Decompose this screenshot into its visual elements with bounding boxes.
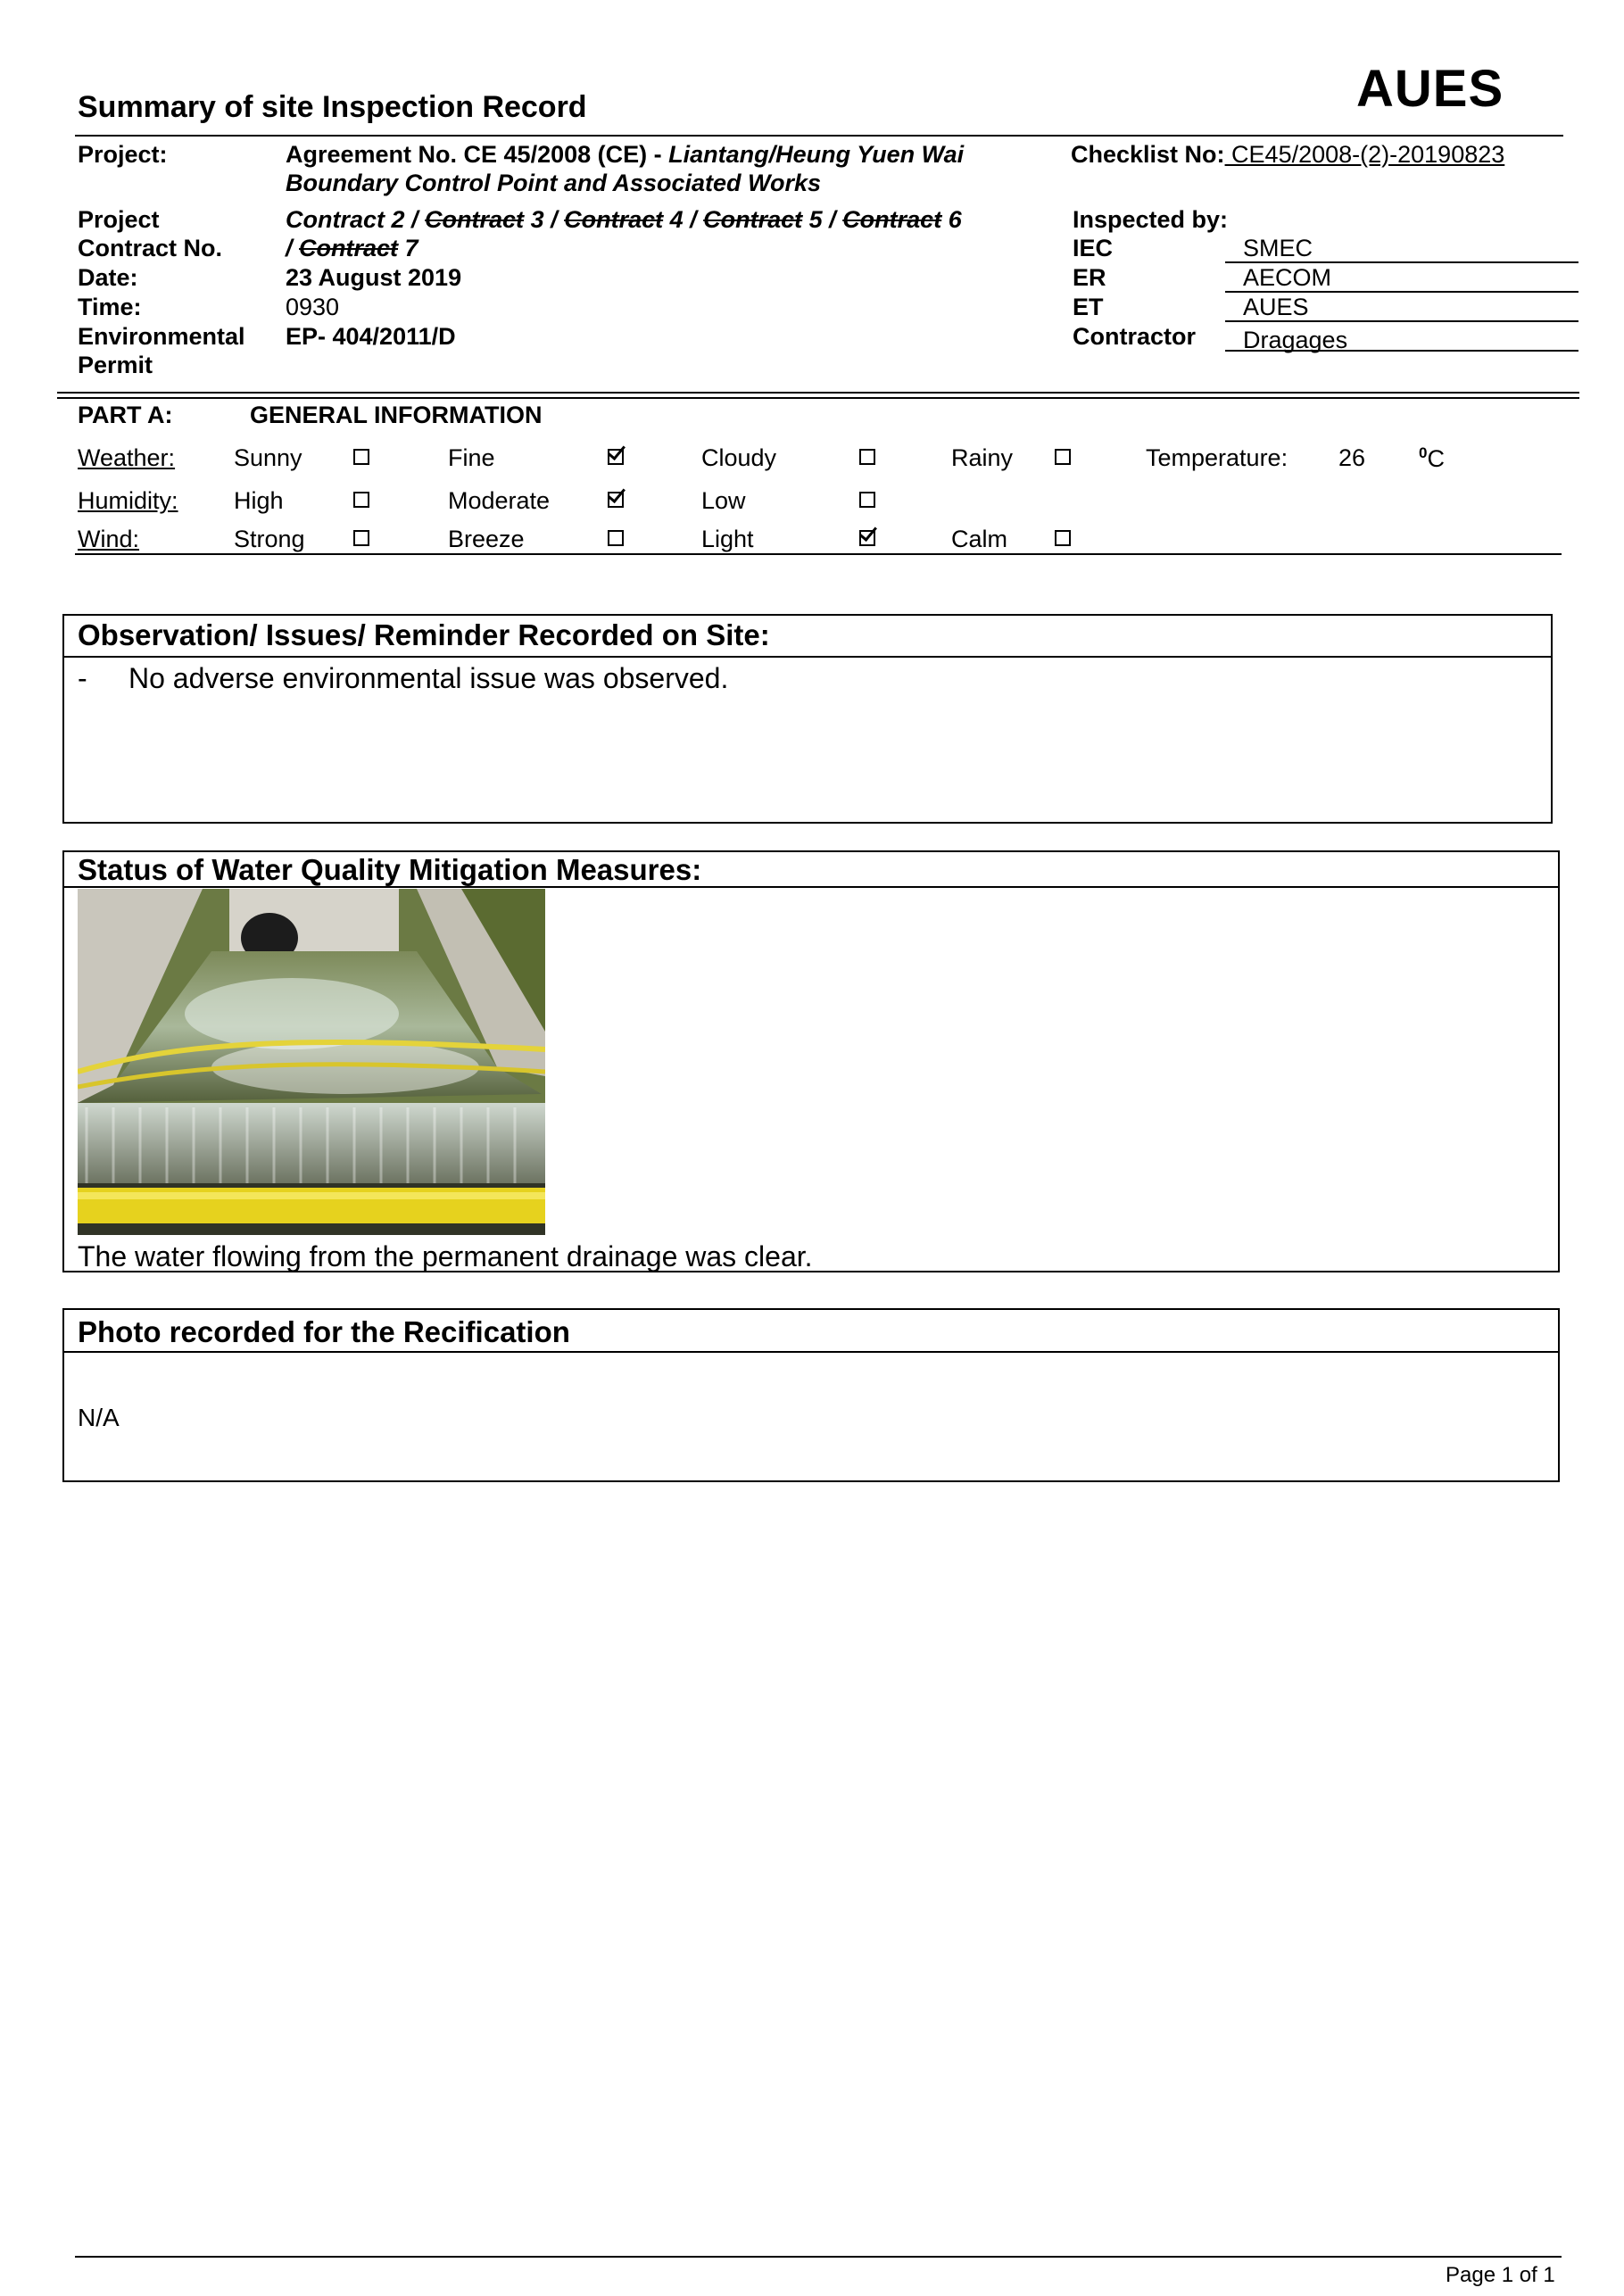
observation-bullet: - xyxy=(78,662,87,694)
inspector-role-et: ET xyxy=(1073,294,1104,320)
humidity-high-checkbox[interactable] xyxy=(353,492,369,508)
rectification-title: Photo recorded for the Recification xyxy=(78,1315,570,1348)
contract-label-1: Project xyxy=(78,206,160,233)
part-a-bottom-rule xyxy=(75,553,1562,555)
wind-label: Wind: xyxy=(78,526,140,552)
weather-rainy-checkbox[interactable] xyxy=(1055,449,1071,465)
agreement-text xyxy=(286,141,964,169)
contract-seg: 6 xyxy=(941,206,962,233)
observation-header-rule xyxy=(62,656,1553,658)
wind-light-checkbox[interactable] xyxy=(859,530,875,546)
contract-seg: 7 xyxy=(398,235,418,261)
observation-text: No adverse environmental issue was observed. xyxy=(128,662,729,694)
checklist-number: CE45/2008-(2)-20190823 xyxy=(1224,141,1505,168)
temperature-unit xyxy=(1419,444,1445,473)
inspected-by-label: Inspected by: xyxy=(1073,206,1229,233)
contract-label-2: Contract No. xyxy=(78,235,222,261)
wind-option-label: Light xyxy=(701,526,754,552)
temperature-value: 26 xyxy=(1338,444,1366,471)
page-number: Page 1 of 1 xyxy=(1446,2263,1555,2287)
agreement-title-1: Liantang/Heung Yuen Wai xyxy=(668,141,965,168)
inspector-name-et: AUES xyxy=(1243,294,1309,320)
drainage-photo-image xyxy=(78,889,545,1235)
footer-rule xyxy=(75,2256,1562,2258)
inspector-role-contractor: Contractor xyxy=(1073,323,1197,350)
water-quality-caption: The water flowing from the permanent drainage was clear. xyxy=(78,1240,813,1272)
wind-option-label: Strong xyxy=(234,526,305,552)
inspector-name-iec: SMEC xyxy=(1243,235,1313,261)
weather-option-label: Cloudy xyxy=(701,444,777,471)
time-label: Time: xyxy=(78,294,142,320)
humidity-option-label: Low xyxy=(701,487,746,514)
observation-title: Observation/ Issues/ Reminder Recorded on Site: xyxy=(78,618,770,651)
inspector-line-er xyxy=(1225,264,1578,293)
water-quality-title: Status of Water Quality Mitigation Measures: xyxy=(78,853,702,886)
date-label: Date: xyxy=(78,264,138,291)
inspector-role-iec: IEC xyxy=(1073,235,1114,261)
contract-seg-struck: Contract xyxy=(842,206,942,233)
weather-cloudy-checkbox[interactable] xyxy=(859,449,875,465)
checklist-field xyxy=(1071,141,1504,169)
header-divider xyxy=(75,135,1563,137)
contract-seg-struck: Contract xyxy=(425,206,525,233)
permit-value: EP- 404/2011/D xyxy=(286,323,456,350)
inspector-name-er: AECOM xyxy=(1243,264,1332,291)
weather-sunny-checkbox[interactable] xyxy=(353,449,369,465)
humidity-label: Humidity: xyxy=(78,487,178,514)
project-label: Project: xyxy=(78,141,168,168)
contract-seg: 4 / xyxy=(663,206,704,233)
humidity-low-checkbox[interactable] xyxy=(859,492,875,508)
aues-logo: AUES xyxy=(1356,60,1504,118)
celsius: C xyxy=(1427,445,1445,472)
section-rule-bottom xyxy=(57,397,1579,399)
wind-strong-checkbox[interactable] xyxy=(353,530,369,546)
permit-label-1: Environmental xyxy=(78,323,245,350)
permit-label-2: Permit xyxy=(78,352,153,378)
rectification-text: N/A xyxy=(78,1404,120,1431)
contract-seg-struck: Contract xyxy=(703,206,803,233)
inspector-line-contractor xyxy=(1225,323,1578,352)
agreement-title-2: Boundary Control Point and Associated Works xyxy=(286,170,822,196)
degree-sup: 0 xyxy=(1419,444,1428,461)
wind-option-label: Calm xyxy=(951,526,1008,552)
weather-option-label: Rainy xyxy=(951,444,1014,471)
wind-option-label: Breeze xyxy=(448,526,525,552)
contract-seg-struck: Contract xyxy=(299,235,399,261)
page-title: Summary of site Inspection Record xyxy=(78,90,587,124)
rectification-header-rule xyxy=(62,1351,1560,1353)
drainage-photo xyxy=(78,889,545,1235)
contract-seg: Contract xyxy=(286,206,385,233)
inspector-name-contractor: Dragages xyxy=(1243,327,1348,353)
contract-line-1 xyxy=(286,206,962,234)
humidity-option-label: High xyxy=(234,487,284,514)
weather-option-label: Sunny xyxy=(234,444,302,471)
temperature-label: Temperature: xyxy=(1146,444,1288,471)
contract-seg: 3 / xyxy=(524,206,565,233)
contract-seg: 2 / xyxy=(385,206,426,233)
inspector-line-iec xyxy=(1225,235,1578,263)
weather-label: Weather: xyxy=(78,444,176,471)
part-a-label: PART A: xyxy=(78,402,173,428)
contract-seg: / xyxy=(286,235,300,261)
contract-seg-struck: Contract xyxy=(564,206,664,233)
humidity-option-label: Moderate xyxy=(448,487,551,514)
date-value: 23 August 2019 xyxy=(286,264,462,291)
time-value: 0930 xyxy=(286,294,340,320)
weather-option-label: Fine xyxy=(448,444,495,471)
inspector-line-et xyxy=(1225,294,1578,322)
wind-calm-checkbox[interactable] xyxy=(1055,530,1071,546)
part-a-title: GENERAL INFORMATION xyxy=(250,402,543,428)
contract-seg: 5 / xyxy=(802,206,843,233)
checklist-label: Checklist No: xyxy=(1071,141,1225,168)
wind-breeze-checkbox[interactable] xyxy=(608,530,624,546)
section-rule-top xyxy=(57,392,1579,394)
contract-line-2 xyxy=(286,235,418,262)
humidity-moderate-checkbox[interactable] xyxy=(608,492,624,508)
inspector-role-er: ER xyxy=(1073,264,1106,291)
weather-fine-checkbox[interactable] xyxy=(608,449,624,465)
agreement-number: Agreement No. CE 45/2008 (CE) - xyxy=(286,141,669,168)
